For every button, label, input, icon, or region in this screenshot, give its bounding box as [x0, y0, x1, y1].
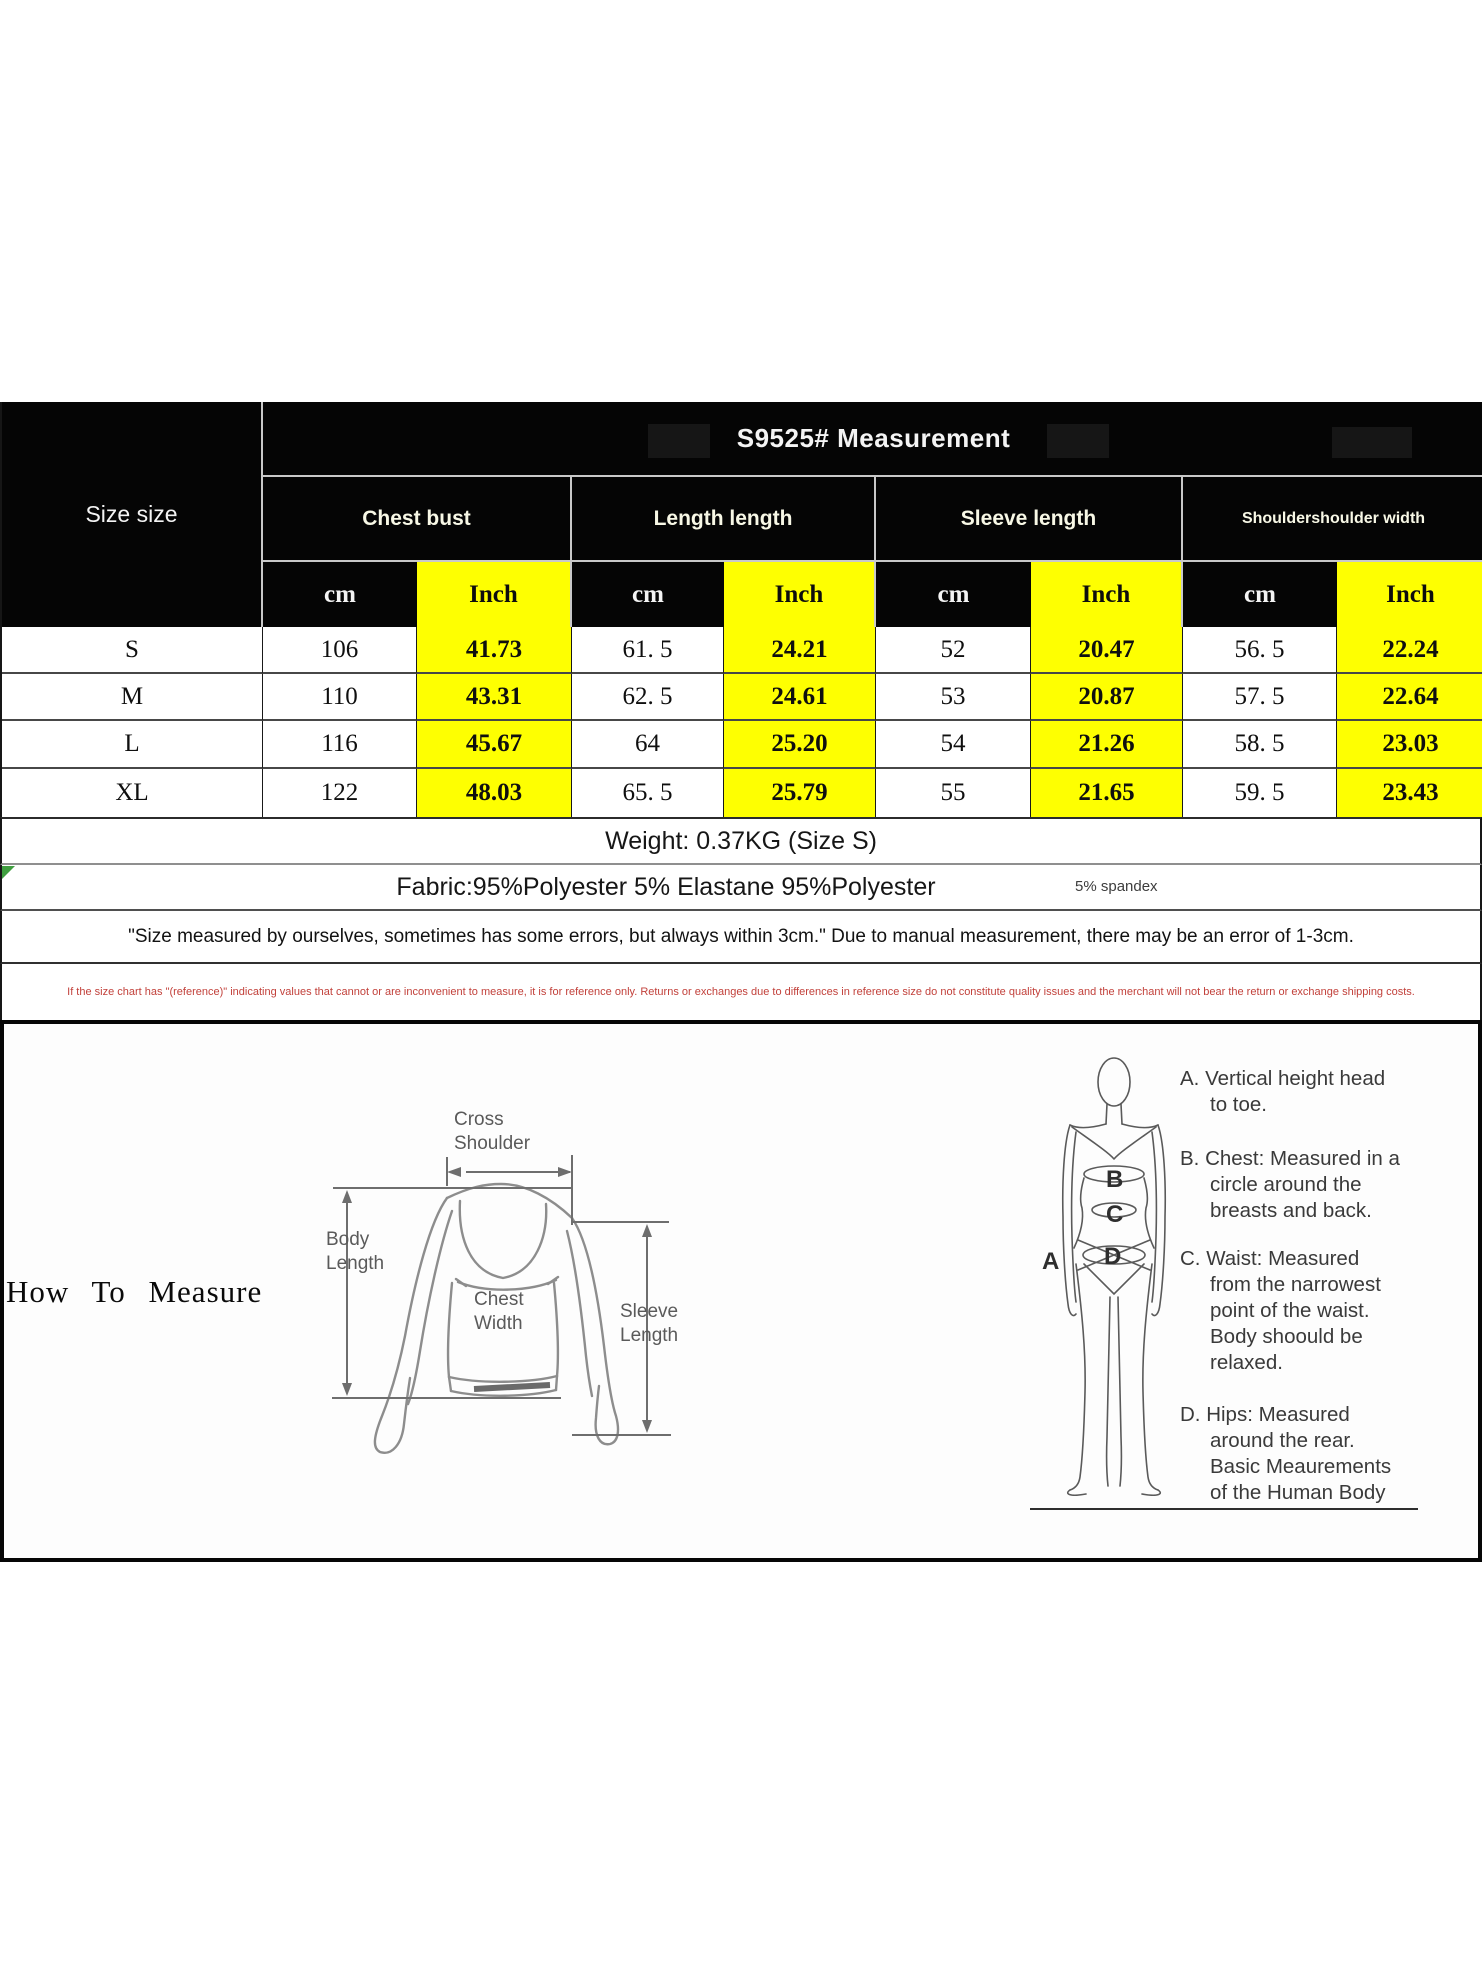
- group-header-chest-bust: Chest bust: [263, 477, 572, 562]
- size-column-label: Size size: [85, 501, 178, 527]
- measure-cell: 23.43: [1337, 769, 1482, 817]
- measure-cell: 59. 5: [1183, 769, 1337, 817]
- figure-letter-d: D: [1104, 1243, 1122, 1270]
- figure-letter-c: C: [1106, 1201, 1124, 1228]
- fabric-row: [0, 865, 1482, 911]
- measure-cell: 21.26: [1031, 721, 1183, 769]
- measure-cell: 45.67: [417, 721, 572, 769]
- table-title: S9525# Measurement: [736, 423, 1011, 453]
- disclaimer-text: "Size measured by ourselves, sometimes has some errors, but always within 3cm." Due to manual measurement, there may be an error of 1-3cm.: [128, 925, 1354, 947]
- unit-header-inch: Inch: [724, 562, 876, 627]
- group-header-sleeve: Sleeve length: [876, 477, 1183, 562]
- measure-instruction-a: A. Vertical height head to toe.: [1180, 1067, 1386, 1116]
- group-header-shoulder: Shouldershoulder width: [1183, 477, 1482, 562]
- unit-header-cm: cm: [876, 562, 1031, 627]
- size-label-cell: L: [2, 721, 263, 769]
- measure-cell: 61. 5: [572, 627, 724, 674]
- measure-cell: 54: [876, 721, 1031, 769]
- fabric-text: Fabric:95%Polyester 5% Elastane 95%Polyester: [396, 872, 936, 901]
- fabric-spandex-text: 5% spandex: [1075, 878, 1158, 895]
- measure-instruction-c: C. Waist: Measured from the narrowest point of the waist. Body shoould be relaxed.: [1180, 1247, 1381, 1374]
- measure-cell: 53: [876, 674, 1031, 721]
- measure-cell: 48.03: [417, 769, 572, 817]
- measure-cell: 58. 5: [1183, 721, 1337, 769]
- unit-header-inch: Inch: [1337, 562, 1482, 627]
- measure-cell: 20.47: [1031, 627, 1183, 674]
- measurement-table: [0, 402, 1482, 817]
- figure-letter-b: B: [1106, 1166, 1124, 1193]
- chest-width-label: Chest Width: [474, 1289, 524, 1334]
- how-to-measure-section: [0, 1020, 1482, 1562]
- measure-cell: 116: [263, 721, 417, 769]
- reference-note-row: [0, 964, 1482, 1020]
- measure-cell: 52: [876, 627, 1031, 674]
- measure-cell: 55: [876, 769, 1031, 817]
- measure-instruction-b: B. Chest: Measured in a circle around the breasts and back.: [1180, 1147, 1400, 1222]
- measure-cell: 56. 5: [1183, 627, 1337, 674]
- measure-cell: 25.79: [724, 769, 876, 817]
- measure-cell: 62. 5: [572, 674, 724, 721]
- unit-header-inch: Inch: [417, 562, 572, 627]
- weight-row: [0, 817, 1482, 865]
- cross-shoulder-label: Cross Shoulder: [454, 1109, 531, 1154]
- unit-header-inch: Inch: [1031, 562, 1183, 627]
- measure-cell: 21.65: [1031, 769, 1183, 817]
- unit-header-cm: cm: [1183, 562, 1337, 627]
- measure-cell: 25.20: [724, 721, 876, 769]
- measure-cell: 24.61: [724, 674, 876, 721]
- unit-header-cm: cm: [263, 562, 417, 627]
- size-label-cell: M: [2, 674, 263, 721]
- body-figure-diagram: [1040, 1052, 1180, 1496]
- figure-letter-a: A: [1042, 1248, 1060, 1275]
- measure-cell: 24.21: [724, 627, 876, 674]
- measure-cell: 41.73: [417, 627, 572, 674]
- group-header-length: Length length: [572, 477, 876, 562]
- measure-cell: 20.87: [1031, 674, 1183, 721]
- sleeve-length-label: Sleeve Length: [620, 1301, 679, 1346]
- measure-cell: 122: [263, 769, 417, 817]
- how-to-measure-heading: How To Measure: [6, 1274, 263, 1309]
- measure-cell: 110: [263, 674, 417, 721]
- table-title-cell: [263, 402, 1482, 477]
- ghost-watermark: [648, 424, 710, 458]
- weight-text: Weight: 0.37KG (Size S): [605, 826, 877, 855]
- measure-cell: 57. 5: [1183, 674, 1337, 721]
- measure-cell: 22.64: [1337, 674, 1482, 721]
- measure-cell: 106: [263, 627, 417, 674]
- measure-cell: 22.24: [1337, 627, 1482, 674]
- section-underline: [1030, 1508, 1418, 1510]
- ghost-watermark: [1332, 427, 1412, 458]
- reference-note-text: If the size chart has "(reference)" indicating values that cannot or are inconvenient to measure, it is for reference only. Returns or exchanges due to differences in reference size do not constitute quality issues and the merchant will not bear the return or exchange shipping costs.: [67, 986, 1415, 998]
- measure-cell: 23.03: [1337, 721, 1482, 769]
- measure-cell: 43.31: [417, 674, 572, 721]
- body-length-label: Body Length: [326, 1229, 385, 1274]
- ghost-watermark: [1047, 424, 1109, 458]
- measure-instruction-d: D. Hips: Measured around the rear. Basic Meaurements of the Human Body: [1180, 1403, 1392, 1504]
- size-label-cell: S: [2, 627, 263, 674]
- unit-header-cm: cm: [572, 562, 724, 627]
- measure-cell: 64: [572, 721, 724, 769]
- size-label-cell: XL: [2, 769, 263, 817]
- disclaimer-row: [0, 911, 1482, 964]
- size-column-header: [2, 402, 263, 627]
- measure-cell: 65. 5: [572, 769, 724, 817]
